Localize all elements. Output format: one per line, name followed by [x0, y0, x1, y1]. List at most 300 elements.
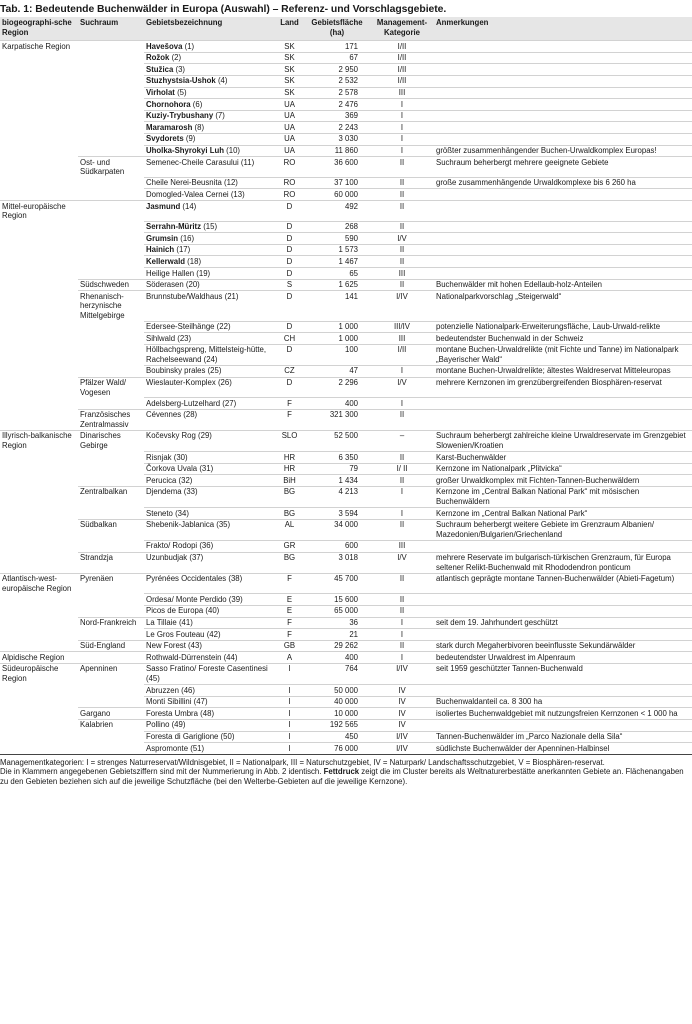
cell-management-category: I — [370, 133, 434, 145]
cell-country: SLO — [275, 430, 304, 451]
area-name: Brunnstube/Waldhaus — [146, 291, 223, 301]
cell-area-size: 50 000 — [304, 685, 370, 697]
cell-bio-region — [0, 519, 78, 540]
cell-remarks — [434, 268, 692, 280]
cell-remarks — [434, 52, 692, 64]
cell-remarks — [434, 244, 692, 256]
cell-bio-region — [0, 617, 78, 629]
cell-area-name — [144, 685, 275, 697]
cell-country: GR — [275, 540, 304, 552]
cell-management-category: II — [370, 256, 434, 268]
cell-country: E — [275, 594, 304, 606]
area-name: Sasso Fratino/ Foreste Casentinesi — [146, 664, 268, 674]
cell-country: F — [275, 573, 304, 594]
cell-bio-region — [0, 344, 78, 365]
cell-area-size: 400 — [304, 398, 370, 410]
area-number: (15) — [203, 222, 218, 232]
cell-area-name — [144, 201, 275, 222]
cell-bio-region — [0, 719, 78, 731]
cell-area-name — [144, 133, 275, 145]
cell-search-area — [78, 365, 144, 377]
cell-management-category: – — [370, 430, 434, 451]
table-row — [0, 463, 692, 475]
cell-country: S — [275, 279, 304, 291]
cell-area-size: 2 950 — [304, 64, 370, 76]
cell-area-name — [144, 233, 275, 245]
cell-search-area: Französisches Zentralmassiv — [78, 409, 144, 430]
cell-search-area — [78, 64, 144, 76]
cell-remarks — [434, 122, 692, 134]
cell-search-area — [78, 133, 144, 145]
cell-area-size: 11 860 — [304, 145, 370, 157]
footnote-explanation-a: Die in Klammern angegebenen Gebietsziffern sind mit der Nummerierung in Abb. 2 identisch. — [0, 767, 324, 777]
cell-search-area — [78, 605, 144, 617]
cell-search-area — [78, 110, 144, 122]
cell-bio-region — [0, 685, 78, 697]
area-number: (25) — [207, 366, 222, 376]
area-name: Abruzzen — [146, 685, 179, 695]
area-name: Heilige Hallen — [146, 268, 195, 278]
area-name: Rothwald-Dürrenstein — [146, 652, 222, 662]
cell-country: D — [275, 268, 304, 280]
cell-country: UA — [275, 145, 304, 157]
cell-management-category: I/V — [370, 377, 434, 398]
cell-area-name — [144, 652, 275, 664]
area-number: (46) — [181, 685, 195, 695]
table-row — [0, 41, 692, 53]
cell-bio-region — [0, 540, 78, 552]
cell-search-area: Pyrenäen — [78, 573, 144, 594]
cell-bio-region — [0, 731, 78, 743]
cell-country: D — [275, 377, 304, 398]
cell-search-area: Apenninen — [78, 663, 144, 684]
cell-remarks — [434, 398, 692, 410]
cell-country: RO — [275, 189, 304, 201]
table-row — [0, 594, 692, 606]
cell-country: BG — [275, 486, 304, 507]
cell-search-area — [78, 629, 144, 641]
table-row — [0, 640, 692, 652]
cell-bio-region — [0, 122, 78, 134]
cell-country: GB — [275, 640, 304, 652]
area-number: (5) — [177, 88, 187, 98]
cell-management-category: I — [370, 145, 434, 157]
area-number: (43) — [188, 641, 202, 651]
cell-remarks: Kernzone im Nationalpark „Plitvicka“ — [434, 463, 692, 475]
header-area-name: Gebietsbezeichnung — [144, 17, 275, 41]
area-name: Kuziy-Trybushany — [146, 111, 214, 121]
table-row — [0, 486, 692, 507]
cell-remarks — [434, 201, 692, 222]
cell-area-size: 1 573 — [304, 244, 370, 256]
cell-area-size: 100 — [304, 344, 370, 365]
cell-area-name — [144, 145, 275, 157]
area-name: Boubinsky prales — [146, 366, 206, 376]
area-number: (14) — [182, 201, 197, 211]
table-row — [0, 321, 692, 333]
cell-area-size: 47 — [304, 365, 370, 377]
area-name: Domogled-Valea Cernei — [146, 189, 229, 199]
cell-country: I — [275, 743, 304, 755]
cell-management-category: II — [370, 189, 434, 201]
cell-bio-region — [0, 256, 78, 268]
cell-management-category: I — [370, 508, 434, 520]
cell-country: F — [275, 398, 304, 410]
cell-bio-region — [0, 508, 78, 520]
cell-management-category: I/II — [370, 41, 434, 53]
cell-search-area: Süd-England — [78, 640, 144, 652]
cell-area-name — [144, 344, 275, 365]
area-name: Uholka-Shyrokyi Luh — [146, 146, 224, 156]
footnote-bold-term: Fettdruck — [323, 767, 360, 777]
cell-area-size: 79 — [304, 463, 370, 475]
table-row — [0, 75, 692, 87]
cell-area-size: 60 000 — [304, 189, 370, 201]
table-row — [0, 122, 692, 134]
cell-search-area: Pfälzer Wald/ Vogesen — [78, 377, 144, 398]
cell-bio-region — [0, 268, 78, 280]
cell-bio-region — [0, 189, 78, 201]
area-number: (35) — [216, 520, 231, 530]
table-row — [0, 398, 692, 410]
cell-area-name — [144, 430, 275, 451]
table-row — [0, 731, 692, 743]
cell-search-area — [78, 268, 144, 280]
cell-remarks — [434, 409, 692, 430]
cell-country: I — [275, 731, 304, 743]
cell-bio-region — [0, 629, 78, 641]
cell-management-category: IV — [370, 685, 434, 697]
cell-management-category: I — [370, 629, 434, 641]
cell-area-name — [144, 663, 275, 684]
cell-bio-region — [0, 291, 78, 321]
area-name: Edersee-Steilhänge — [146, 322, 215, 332]
cell-remarks — [434, 221, 692, 233]
cell-search-area — [78, 652, 144, 664]
table-row — [0, 519, 692, 540]
cell-area-size: 65 — [304, 268, 370, 280]
cell-management-category: III — [370, 268, 434, 280]
cell-remarks — [434, 605, 692, 617]
cell-area-size: 4 213 — [304, 486, 370, 507]
cell-area-name — [144, 594, 275, 606]
table-row — [0, 552, 692, 573]
cell-bio-region — [0, 64, 78, 76]
area-number: (18) — [187, 256, 202, 266]
cell-country: I — [275, 696, 304, 708]
cell-management-category: II — [370, 475, 434, 487]
cell-search-area: Gargano — [78, 708, 144, 720]
area-name: La Tillaie — [146, 618, 177, 628]
table-row — [0, 291, 692, 321]
cell-remarks — [434, 75, 692, 87]
table-row — [0, 157, 692, 178]
cell-country: RO — [275, 177, 304, 189]
cell-country: F — [275, 409, 304, 430]
cell-bio-region — [0, 475, 78, 487]
cell-remarks — [434, 719, 692, 731]
cell-search-area — [78, 256, 144, 268]
footnote-explanation — [0, 767, 690, 786]
cell-country: F — [275, 617, 304, 629]
area-number: (9) — [185, 134, 196, 144]
cell-remarks: potenzielle Nationalpark-Erweiterungsfläche, Laub-Urwald-relikte — [434, 321, 692, 333]
cell-country: HR — [275, 452, 304, 464]
cell-area-size: 2 296 — [304, 377, 370, 398]
table-row — [0, 685, 692, 697]
cell-area-size: 1 625 — [304, 279, 370, 291]
cell-search-area — [78, 540, 144, 552]
cell-area-name — [144, 731, 275, 743]
cell-area-size: 76 000 — [304, 743, 370, 755]
area-name: Sihlwald — [146, 333, 176, 343]
area-name: Adelsberg-Lutzelhard — [146, 398, 221, 408]
area-name: Hainich — [146, 245, 175, 255]
cell-remarks — [434, 540, 692, 552]
cell-area-size: 141 — [304, 291, 370, 321]
table-row — [0, 719, 692, 731]
cell-area-name — [144, 87, 275, 99]
cell-area-name — [144, 122, 275, 134]
area-number: (17) — [176, 245, 191, 255]
cell-management-category: III — [370, 540, 434, 552]
area-name: Stuzhystsia-Ushok — [146, 76, 216, 86]
cell-area-name — [144, 605, 275, 617]
area-number: (1) — [184, 41, 195, 51]
cell-search-area — [78, 177, 144, 189]
cell-area-size: 52 500 — [304, 430, 370, 451]
area-number: (34) — [175, 508, 189, 518]
table-row — [0, 617, 692, 629]
cell-area-size: 192 565 — [304, 719, 370, 731]
area-name: Shebenik-Jablanica — [146, 520, 215, 530]
area-number: (32) — [178, 475, 193, 485]
table-row — [0, 221, 692, 233]
table-row — [0, 201, 692, 222]
cell-remarks — [434, 233, 692, 245]
cell-bio-region: Südeuropäische Region — [0, 663, 78, 684]
cell-area-name — [144, 377, 275, 398]
table-row — [0, 605, 692, 617]
cell-area-name — [144, 256, 275, 268]
area-name: Serrahn-Müritz — [146, 222, 202, 232]
table-row — [0, 409, 692, 430]
cell-management-category: I/ II — [370, 463, 434, 475]
area-number: (37) — [189, 553, 204, 562]
area-name: Picos de Europa — [146, 606, 204, 616]
area-number: (30) — [173, 452, 188, 462]
cell-area-name — [144, 398, 275, 410]
cell-management-category: II — [370, 640, 434, 652]
table-row — [0, 743, 692, 755]
cell-remarks: Kernzone im „Central Balkan National Park“ — [434, 508, 692, 520]
area-name: Kočevsky Rog — [146, 431, 196, 441]
header-bio-region: biogeographi-sche Region — [0, 17, 78, 41]
area-number: (38) — [228, 574, 243, 584]
cell-search-area — [78, 743, 144, 755]
area-number: (27) — [222, 398, 237, 408]
table-row — [0, 133, 692, 145]
area-name: Semenec-Cheile Carasului — [146, 157, 239, 167]
cell-area-name — [144, 708, 275, 720]
area-number: (41) — [178, 618, 193, 628]
cell-area-size: 10 000 — [304, 708, 370, 720]
area-name: Ordesa/ Monte Perdido — [146, 594, 227, 604]
cell-remarks: südlichste Buchenwälder der Apenninen-Halbinsel — [434, 743, 692, 755]
area-number: (3) — [175, 64, 185, 74]
area-name: Rožok — [146, 53, 170, 63]
cell-bio-region — [0, 486, 78, 507]
cell-area-name — [144, 177, 275, 189]
cell-area-name — [144, 409, 275, 430]
footnotes — [0, 758, 692, 787]
cell-area-name — [144, 189, 275, 201]
cell-search-area — [78, 122, 144, 134]
area-number: (20) — [185, 280, 200, 290]
cell-country: E — [275, 605, 304, 617]
cell-country: CZ — [275, 365, 304, 377]
cell-management-category: II — [370, 519, 434, 540]
cell-management-category: III/IV — [370, 321, 434, 333]
area-name: Wieslauter-Komplex — [146, 378, 216, 387]
area-name: Cévennes — [146, 410, 182, 420]
cell-remarks: Suchraum beherbergt zahlreiche kleine Urwaldreservate im Grenzgebiet Slowenien/Kroatien — [434, 430, 692, 451]
area-number: (12) — [224, 178, 238, 188]
table-body — [0, 41, 692, 755]
cell-management-category: II — [370, 157, 434, 178]
cell-management-category: I — [370, 486, 434, 507]
cell-area-name — [144, 573, 275, 594]
cell-bio-region — [0, 75, 78, 87]
cell-management-category: II — [370, 221, 434, 233]
cell-country: SK — [275, 41, 304, 53]
cell-management-category: I/V — [370, 552, 434, 573]
cell-area-size: 65 000 — [304, 605, 370, 617]
cell-area-name — [144, 475, 275, 487]
cell-bio-region — [0, 157, 78, 178]
cell-area-name — [144, 268, 275, 280]
area-name: Svydorets — [146, 134, 184, 144]
cell-country: F — [275, 629, 304, 641]
cell-area-name — [144, 52, 275, 64]
cell-remarks — [434, 110, 692, 122]
cell-remarks: mehrere Kernzonen im grenzübergreifenden Biosphären-reservat — [434, 377, 692, 398]
cell-area-size: 2 578 — [304, 87, 370, 99]
cell-country: D — [275, 221, 304, 233]
cell-search-area: Dinarisches Gebirge — [78, 430, 144, 451]
cell-bio-region — [0, 696, 78, 708]
cell-management-category: IV — [370, 696, 434, 708]
cell-area-size: 15 600 — [304, 594, 370, 606]
cell-country: AL — [275, 519, 304, 540]
cell-bio-region — [0, 552, 78, 573]
area-number: (45) — [146, 674, 160, 684]
cell-area-size: 2 476 — [304, 99, 370, 111]
table-row — [0, 244, 692, 256]
area-number: (4) — [217, 76, 228, 86]
cell-country: I — [275, 719, 304, 731]
cell-area-size: 268 — [304, 221, 370, 233]
cell-bio-region — [0, 605, 78, 617]
area-number: (31) — [199, 464, 214, 474]
cell-bio-region — [0, 244, 78, 256]
footnote-explanation-b: zeigt die im Cluster bereits als Weltnaturerbestätte anerkannten Gebiete an. Flächenangaben zu den Gebieten beziehen sich auf die jeweilige Schutzfläche (bei den Welterbe-Gebieten auf die jeweilige Kernzone). — [0, 767, 684, 786]
table-row — [0, 344, 692, 365]
area-name: Djendema — [146, 487, 182, 497]
cell-search-area — [78, 508, 144, 520]
cell-management-category: II — [370, 279, 434, 291]
area-name: Havešova — [146, 41, 183, 51]
cell-remarks: bedeutendster Urwaldrest im Alpenraum — [434, 652, 692, 664]
table-row — [0, 652, 692, 664]
area-number: (47) — [193, 697, 208, 707]
cell-remarks: großer Urwaldkomplex mit Fichten-Tannen-Buchenwäldern — [434, 475, 692, 487]
cell-search-area — [78, 452, 144, 464]
cell-remarks: isoliertes Buchenwaldgebiet mit nutzungsfreien Kernzonen < 1 000 ha — [434, 708, 692, 720]
cell-country: SK — [275, 87, 304, 99]
cell-management-category: II — [370, 244, 434, 256]
table-row — [0, 233, 692, 245]
area-number: (10) — [226, 146, 241, 156]
cell-search-area — [78, 475, 144, 487]
cell-management-category: I — [370, 110, 434, 122]
area-number: (2) — [171, 53, 182, 63]
area-number: (24) — [203, 354, 218, 364]
cell-area-size: 6 350 — [304, 452, 370, 464]
cell-area-size: 34 000 — [304, 519, 370, 540]
cell-country: BiH — [275, 475, 304, 487]
cell-remarks: bedeutendster Buchenwald in der Schweiz — [434, 333, 692, 345]
area-name: New Forest — [146, 641, 186, 651]
cell-management-category: II — [370, 409, 434, 430]
cell-management-category: II — [370, 201, 434, 222]
cell-remarks: Nationalparkvorschlag „Steigerwald“ — [434, 291, 692, 321]
cell-area-size: 45 700 — [304, 573, 370, 594]
cell-management-category: I — [370, 99, 434, 111]
cell-bio-region — [0, 377, 78, 398]
cell-country: I — [275, 708, 304, 720]
table-row — [0, 708, 692, 720]
header-country: Land — [275, 17, 304, 41]
area-number: (11) — [240, 157, 255, 167]
cell-area-name — [144, 110, 275, 122]
cell-bio-region — [0, 99, 78, 111]
cell-remarks: Kernzone im „Central Balkan National Park“ mit mösischen Buchenwäldern — [434, 486, 692, 507]
cell-search-area: Rhenanisch-herzynische Mittelgebirge — [78, 291, 144, 321]
cell-area-name — [144, 321, 275, 333]
cell-remarks: stark durch Megaherbivoren beeinflusste Sekundärwälder — [434, 640, 692, 652]
cell-area-size: 1 467 — [304, 256, 370, 268]
area-name: Cheile Nerei-Beusnita — [146, 178, 222, 188]
cell-country: SK — [275, 64, 304, 76]
area-number: (51) — [190, 743, 205, 753]
area-name: Čorkova Uvala — [146, 464, 198, 474]
table-row — [0, 87, 692, 99]
cell-area-size: 21 — [304, 629, 370, 641]
cell-management-category: II — [370, 594, 434, 606]
area-number: (40) — [205, 606, 220, 616]
cell-remarks: seit 1959 geschützter Tannen-Buchenwald — [434, 663, 692, 684]
cell-remarks — [434, 256, 692, 268]
area-name: Maramarosh — [146, 122, 193, 132]
cell-area-name — [144, 640, 275, 652]
cell-search-area — [78, 333, 144, 345]
cell-search-area: Strandzja — [78, 552, 144, 573]
cell-remarks — [434, 87, 692, 99]
cell-bio-region — [0, 409, 78, 430]
area-name: Perucica — [146, 475, 177, 485]
cell-remarks: Buchenwälder mit hohen Edellaub-holz-Anteilen — [434, 279, 692, 291]
